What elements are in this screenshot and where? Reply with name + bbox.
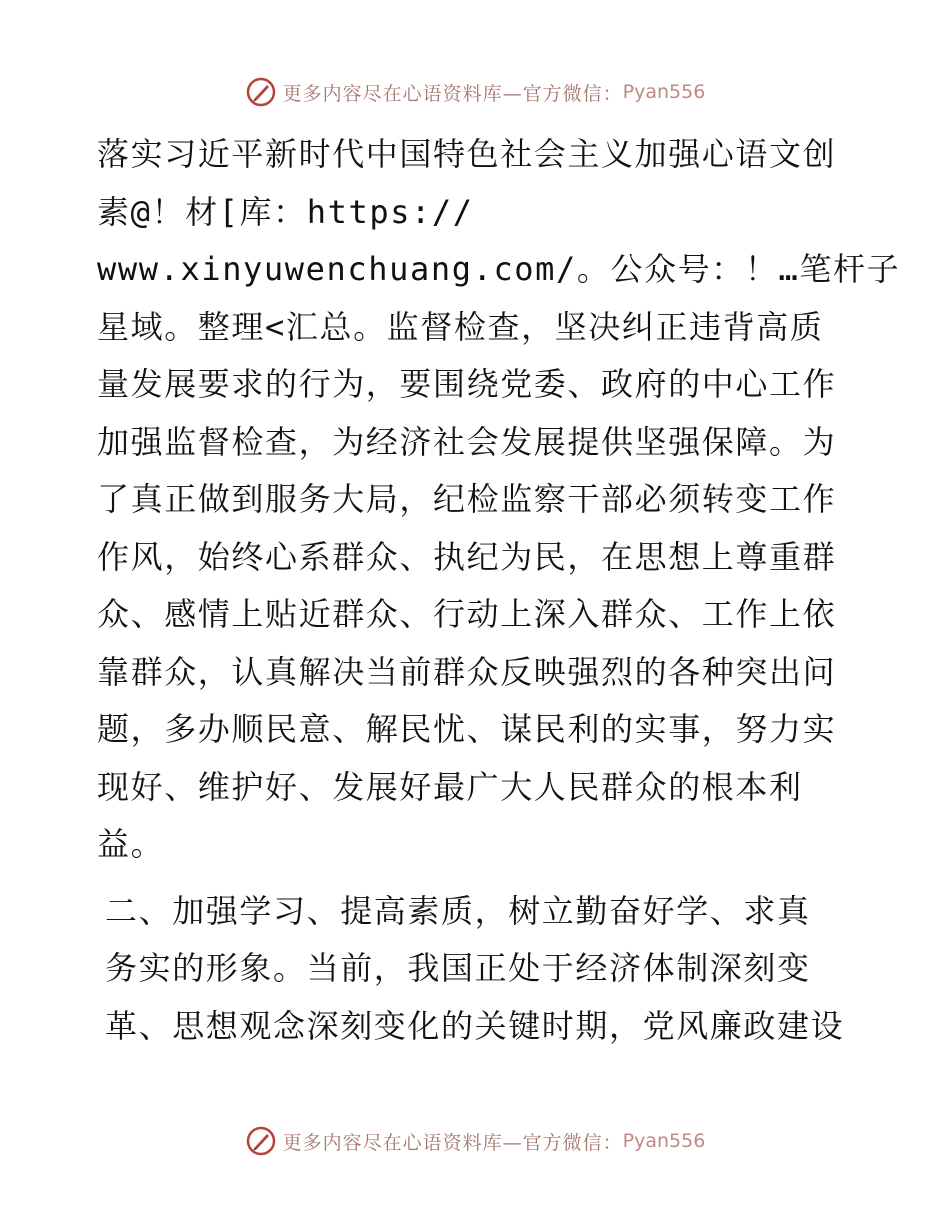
text-line: 众、感情上贴近群众、行动上深入群众、工作上依 bbox=[97, 595, 837, 633]
text-line: 了真正做到服务大局，纪检监察干部必须转变工作 bbox=[97, 480, 837, 518]
text-line: 素@！材[库：https:// bbox=[97, 192, 474, 231]
watermark-text: 更多内容尽在心语资料库—官方微信： bbox=[282, 82, 623, 105]
text-line: 题，多办顺民意、解民忧、谋民利的实事，努力实 bbox=[97, 710, 837, 748]
paragraph-2 bbox=[97, 883, 857, 1056]
text-line: 量发展要求的行为，要围绕党委、政府的中心工作 bbox=[97, 365, 837, 403]
text-line: 革、思想观念深刻变化的关键时期，党风廉政建设 bbox=[105, 1006, 845, 1045]
header-watermark bbox=[0, 72, 950, 112]
text-line: 星域。整理<汇总。监督检查，坚决纠正违背高质 bbox=[97, 307, 824, 346]
document-body bbox=[97, 126, 901, 1055]
paragraph-1 bbox=[97, 126, 901, 874]
text-line: 加强监督检查，为经济社会发展提供坚强保障。为 bbox=[97, 422, 837, 461]
text-line: www.xinyuwenchuang.com/。公众号：！…笔杆子 bbox=[97, 250, 901, 288]
text-line: 益。 bbox=[97, 825, 165, 863]
text-line: 作风，始终心系群众、执纪为民，在思想上尊重群 bbox=[97, 537, 837, 576]
text-line: 落实习近平新时代中国特色社会主义加强心语文创 bbox=[97, 135, 837, 173]
text-line: 现好、维护好、发展好最广大人民群众的根本利 bbox=[97, 767, 803, 806]
text-line: 二、加强学习、提高素质，树立勤奋好学、求真 bbox=[105, 891, 811, 930]
pen-logo-icon bbox=[245, 76, 277, 108]
text-line: 靠群众，认真解决当前群众反映强烈的各种突出问 bbox=[97, 652, 837, 691]
footer-watermark bbox=[0, 1121, 950, 1161]
watermark-wechat-id: Pyan556 bbox=[622, 1130, 706, 1152]
watermark-wechat-id: Pyan556 bbox=[622, 81, 706, 103]
watermark-text: 更多内容尽在心语资料库—官方微信： bbox=[282, 1131, 623, 1154]
text-line: 务实的形象。当前，我国正处于经济体制深刻变 bbox=[105, 949, 811, 987]
pen-logo-icon bbox=[245, 1125, 277, 1157]
